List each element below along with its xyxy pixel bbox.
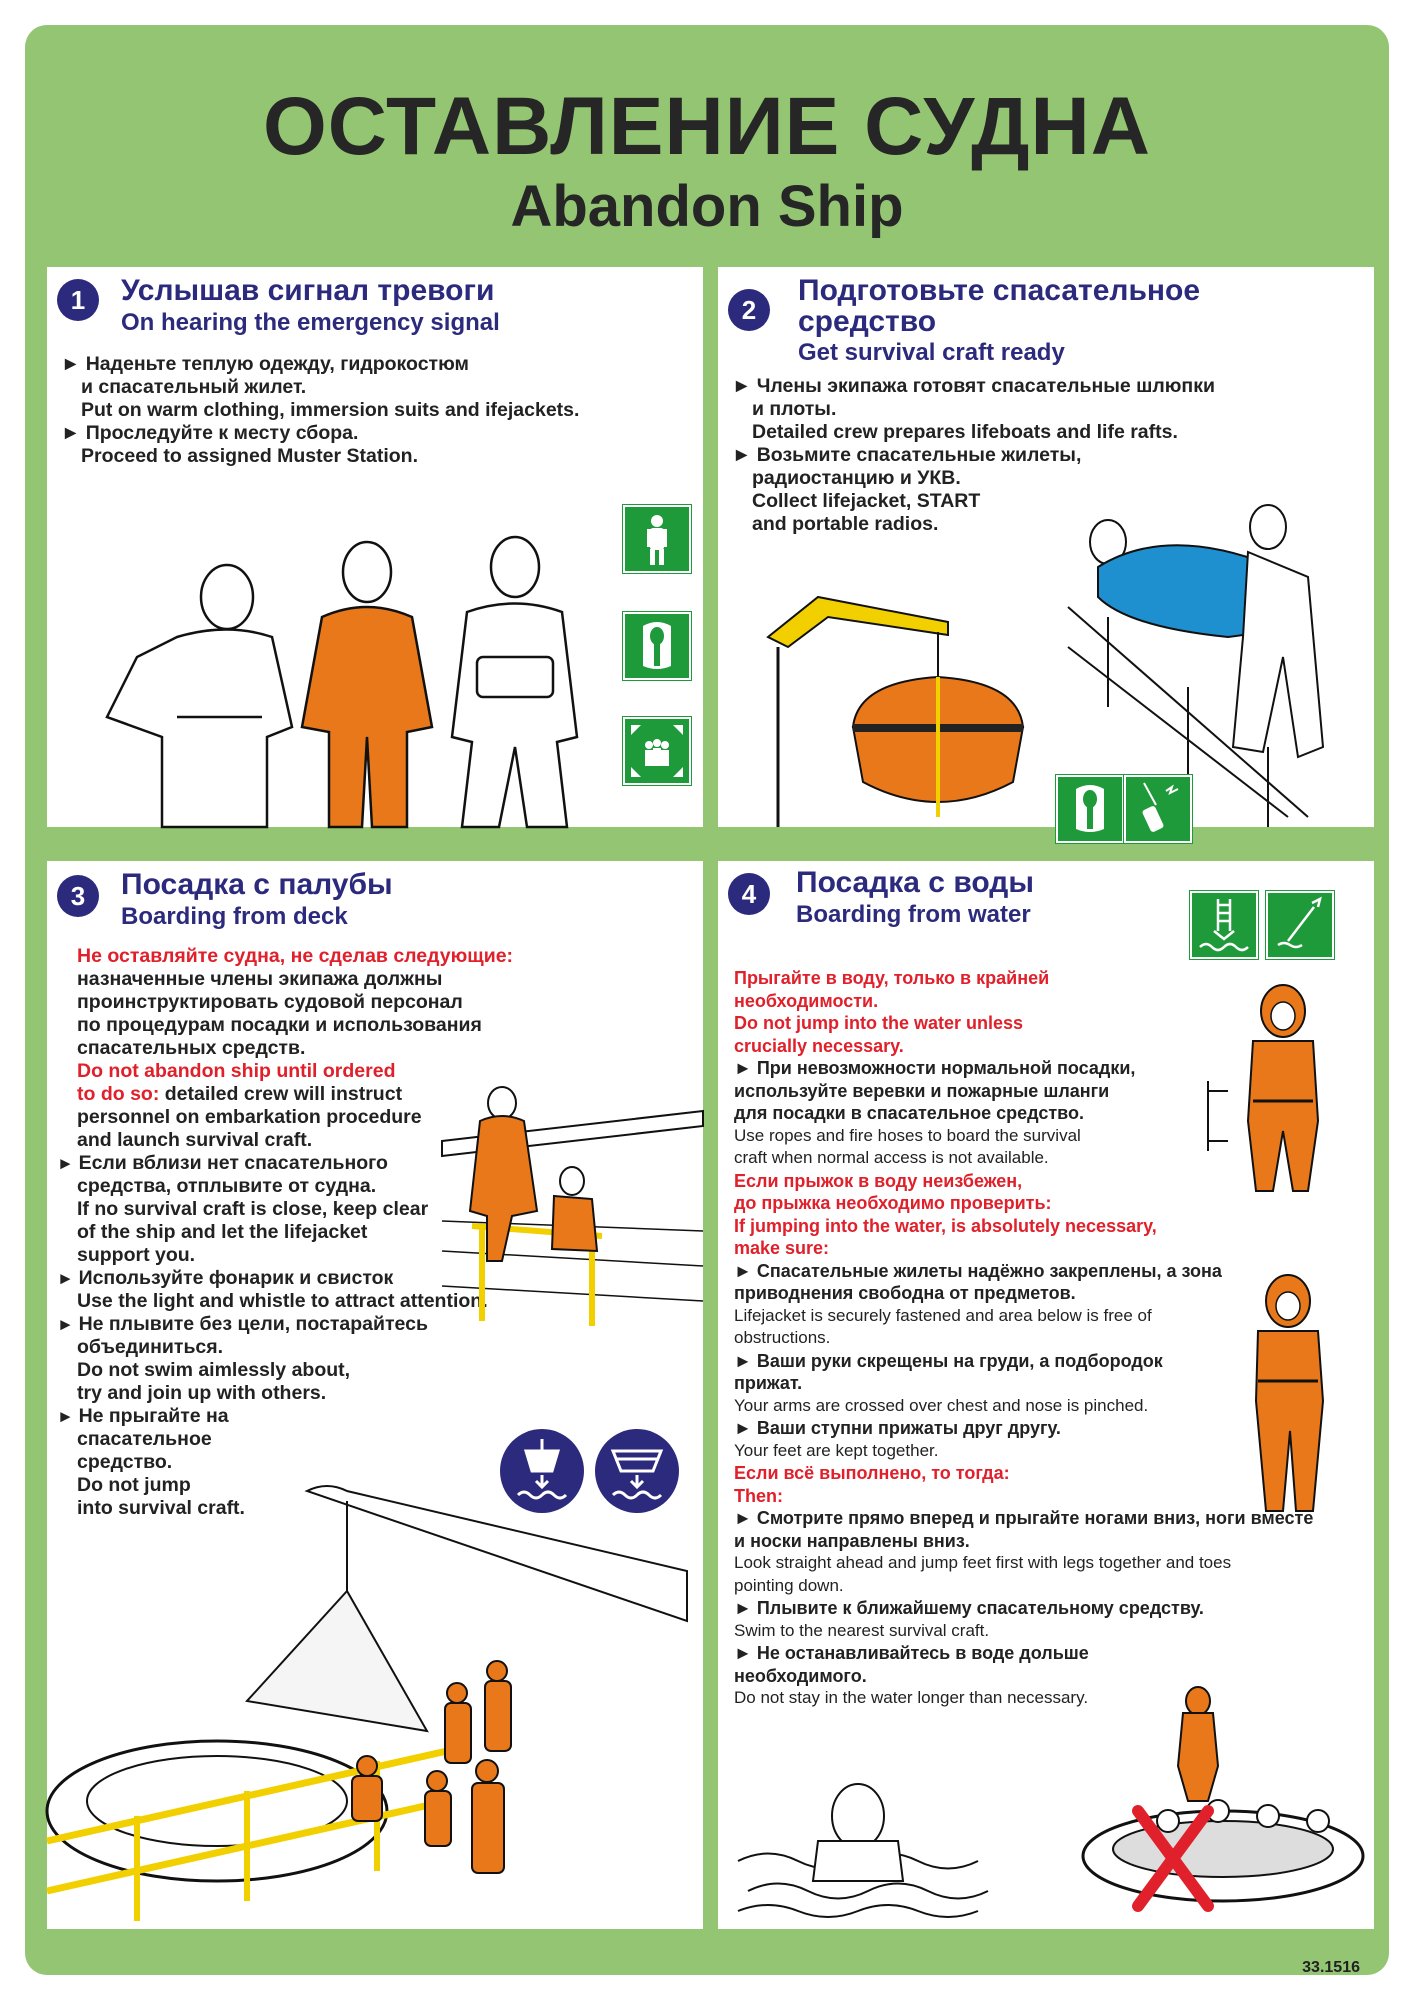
instruction-line: Если вблизи нет спасательного bbox=[78, 1152, 388, 1174]
embarkation-ladder-sign-icon bbox=[1190, 891, 1258, 959]
lifejacket-sign-icon bbox=[1056, 775, 1124, 843]
instruction-line: Используйте фонарик и свисток bbox=[78, 1267, 394, 1289]
section-heading-ru: Посадка с палубы bbox=[121, 868, 393, 901]
warning-text: Не оставляйте судна, не сделав следующие: bbox=[77, 945, 514, 967]
instruction-line: obstructions. bbox=[734, 1328, 831, 1347]
section-heading-ru: Подготовьте спасательное средство bbox=[798, 274, 1201, 338]
instruction-line: ► Проследуйте к месту сбора. bbox=[61, 422, 359, 444]
person-in-water-illustration bbox=[738, 1761, 998, 1921]
instruction-line: pointing down. bbox=[734, 1575, 844, 1595]
warning-text: make sure: bbox=[734, 1238, 830, 1258]
poster-background bbox=[25, 25, 1389, 1975]
flare-sign-icon bbox=[1266, 891, 1334, 959]
instruction-line: detailed crew will instruct bbox=[159, 1083, 403, 1105]
instruction-line: объединиться. bbox=[77, 1336, 224, 1358]
instruction-line: ► Смотрите прямо вперед и прыгайте ногами вниз, ноги вместе bbox=[734, 1508, 1314, 1528]
warning-text: to do so: bbox=[77, 1083, 160, 1105]
warning-text: необходимости. bbox=[734, 990, 879, 1011]
section-heading-en: Boarding from deck bbox=[121, 903, 348, 930]
instruction-line: Proceed to assigned Muster Station. bbox=[81, 445, 418, 467]
instruction-line: и спасательный жилет. bbox=[81, 376, 307, 398]
instruction-line: Your arms are crossed over chest and nose is pinched. bbox=[734, 1395, 1149, 1415]
instruction-line: ► Наденьте теплую одежду, гидрокостюм bbox=[61, 353, 469, 375]
instruction-line: and portable radios. bbox=[752, 513, 939, 535]
warning-text: Если прыжок в воду неизбежен, bbox=[734, 1170, 1023, 1191]
instruction-line: необходимого. bbox=[734, 1665, 867, 1686]
instruction-line: прижат. bbox=[734, 1373, 803, 1393]
muster-station-sign-icon bbox=[623, 717, 691, 785]
instruction-line: ► Спасательные жилеты надёжно закреплены, а зона bbox=[734, 1260, 1222, 1281]
section-heading-ru: Посадка с воды bbox=[796, 866, 1034, 899]
section-1-panel bbox=[47, 267, 703, 827]
warning-text: Если всё выполнено, то тогда: bbox=[734, 1463, 1010, 1483]
instruction-line: Не прыгайте на bbox=[78, 1405, 229, 1427]
instruction-line: craft when normal access is not available. bbox=[734, 1148, 1049, 1167]
instruction-line: приводнения свободна от предметов. bbox=[734, 1283, 1076, 1303]
warning-text: Then: bbox=[734, 1485, 783, 1506]
instruction-line: назначенные члены экипажа должны bbox=[77, 968, 443, 990]
instruction-line: Do not swim aimlessly about, bbox=[77, 1359, 351, 1381]
section-heading-ru: Услышав сигнал тревоги bbox=[121, 274, 495, 307]
section-2-panel bbox=[718, 267, 1374, 827]
section-3-instructions: Не оставляйте судна, не сделав следующие: назначенные члены экипажа должны проинструктировать судовой персонал по процедурам посадки и использования спасательных средств. Do not abandon ship until ordered to do so: detailed crew will instruct personnel on embarkation procedure and launch survival craft. ► Если вблизи нет спасательного средства, отплывите от судна. If no survival craft is close, keep clear of the ship and let the lifejacket support you. ► Используйте фонарик и свисток Use the light and whistle to attract attention. ► Не плывите без цели, постарайтесь объединиться. Do not swim aimlessly about, try and join up with others. ► Не прыгайте на спасательное средство. Do not jump into survival craft. bbox=[57, 945, 697, 1520]
instruction-line: Use the light and whistle to attract attention. bbox=[77, 1290, 488, 1312]
warning-text: до прыжка необходимо проверить: bbox=[734, 1193, 1052, 1213]
warning-text: Прыгайте в воду, только в крайней bbox=[734, 968, 1050, 988]
instruction-line: и носки направлены вниз. bbox=[734, 1530, 970, 1551]
deck-boarding-illustration bbox=[442, 1081, 703, 1331]
section-heading-en: On hearing the emergency signal bbox=[121, 309, 500, 336]
instruction-line: try and join up with others. bbox=[77, 1382, 327, 1404]
warning-text: Do not abandon ship until ordered bbox=[77, 1060, 396, 1082]
instruction-line: Put on warm clothing, immersion suits and ifejackets. bbox=[81, 399, 580, 421]
warning-text: If jumping into the water, is absolutely necessary, bbox=[734, 1215, 1157, 1236]
jumping-person-illustration bbox=[1208, 981, 1348, 1221]
instruction-line: and launch survival craft. bbox=[77, 1129, 313, 1151]
instruction-line: спасательных средств. bbox=[77, 1037, 306, 1059]
instruction-line: проинструктировать судовой персонал bbox=[77, 991, 463, 1013]
warning-text: Do not jump into the water unless bbox=[734, 1013, 1024, 1033]
instruction-line: Lifejacket is securely fastened and area below is free of bbox=[734, 1305, 1152, 1325]
poster-code: 33.1516 bbox=[1302, 1959, 1360, 1976]
instruction-line: personnel on embarkation procedure bbox=[77, 1106, 422, 1128]
instruction-line: Do not jump bbox=[77, 1474, 191, 1496]
section-3-panel bbox=[47, 861, 703, 1929]
standing-person-illustration bbox=[1228, 1271, 1348, 1521]
section-heading-en: Get survival craft ready bbox=[798, 339, 1065, 366]
instruction-line: радиостанцию и УКВ. bbox=[752, 467, 961, 489]
instruction-line: Не плывите без цели, постарайтесь bbox=[78, 1313, 428, 1335]
instruction-line: Collect lifejacket, START bbox=[752, 490, 981, 512]
instruction-line: по процедурам посадки и использования bbox=[77, 1014, 482, 1036]
instruction-line: Use ropes and fire hoses to board the survival bbox=[734, 1125, 1081, 1145]
instruction-line: If no survival craft is close, keep clear bbox=[77, 1198, 429, 1220]
instruction-line: Look straight ahead and jump feet first with legs together and toes bbox=[734, 1553, 1232, 1572]
section-number-badge: 2 bbox=[728, 289, 770, 331]
instruction-line: support you. bbox=[77, 1244, 196, 1266]
instruction-line: Swim to the nearest survival craft. bbox=[734, 1620, 990, 1640]
instruction-line: ► Члены экипажа готовят спасательные шлюпки bbox=[732, 375, 1215, 397]
instruction-line: ► Ваши руки скрещены на груди, а подбородок bbox=[734, 1350, 1163, 1371]
instruction-line: ► Плывите к ближайшему спасательному средству. bbox=[734, 1598, 1204, 1618]
crew-dressing-illustration bbox=[67, 537, 627, 827]
section-number-badge: 3 bbox=[57, 875, 99, 917]
instruction-line: ► Ваши ступни прижаты друг другу. bbox=[734, 1418, 1061, 1438]
section-number-badge: 1 bbox=[57, 279, 99, 321]
instruction-line: ► Не останавливайтесь в воде дольше bbox=[734, 1643, 1089, 1663]
page-subtitle: Abandon Ship bbox=[510, 174, 904, 239]
portable-radio-sign-icon bbox=[1124, 775, 1192, 843]
instruction-line: средство. bbox=[77, 1451, 173, 1473]
instruction-line: ► Возьмите спасательные жилеты, bbox=[732, 444, 1082, 466]
instruction-line: Your feet are kept together. bbox=[734, 1440, 939, 1460]
section-heading-en: Boarding from water bbox=[796, 901, 1031, 928]
instruction-line: используйте веревки и пожарные шланги bbox=[734, 1080, 1110, 1101]
immersion-suit-sign-icon bbox=[623, 505, 691, 573]
page-title: ОСТАВЛЕНИЕ СУДНА bbox=[263, 81, 1151, 172]
instruction-line: ► При невозможности нормальной посадки, bbox=[734, 1058, 1136, 1078]
instruction-line: of the ship and let the lifejacket bbox=[77, 1221, 368, 1243]
instruction-line: средства, отплывите от судна. bbox=[77, 1175, 377, 1197]
instruction-line: into survival craft. bbox=[77, 1497, 245, 1519]
instruction-line: для посадки в спасательное средство. bbox=[734, 1103, 1084, 1123]
section-4-panel bbox=[718, 861, 1374, 1976]
warning-text: crucially necessary. bbox=[734, 1035, 904, 1056]
lifejacket-sign-icon bbox=[623, 612, 691, 680]
raft-with-survivors-illustration bbox=[1078, 1671, 1368, 1921]
instruction-line: Detailed crew prepares lifeboats and life rafts. bbox=[752, 421, 1178, 443]
raft-boarding-illustration bbox=[47, 1471, 703, 1929]
section-number-badge: 4 bbox=[728, 873, 770, 915]
lifeboat-davit-illustration bbox=[758, 587, 1018, 827]
instruction-line: Do not stay in the water longer than necessary. bbox=[734, 1688, 1089, 1707]
instruction-line: и плоты. bbox=[752, 398, 837, 420]
section-1-instructions bbox=[61, 353, 691, 468]
instruction-line: спасательное bbox=[77, 1428, 212, 1450]
